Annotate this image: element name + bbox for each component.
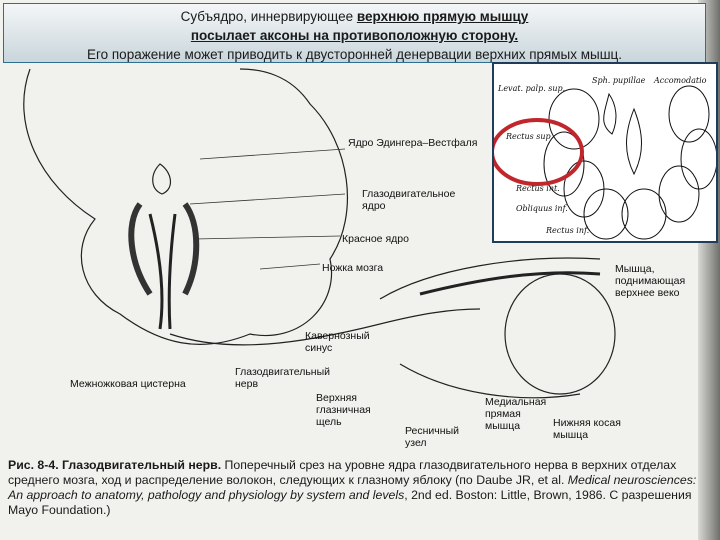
- label-oculomotor-nucleus: Глазодвигательное ядро: [362, 188, 456, 212]
- caption-title: Рис. 8-4. Глазодвигательный нерв.: [8, 458, 222, 472]
- label-cerebral-peduncle: Ножка мозга: [322, 262, 384, 274]
- label-cavernous-sinus: Кавернозный синус: [305, 330, 370, 354]
- inset-label-accomodatio: Accomodatio: [654, 76, 707, 85]
- label-superior-orbital-fissure: Верхняя глазничная щель: [316, 392, 371, 428]
- header-text: Субъядро, иннервирующее: [180, 9, 357, 24]
- leader-lines: [190, 149, 345, 269]
- caption-book-title: Medical neurosciences: An approach to anatomy, pathology and physiology by system and levels: [8, 473, 697, 502]
- inset-label-rectus-int: Rectus int.: [516, 184, 560, 193]
- caption-text: Поперечный срез на уровне ядра глазодвигательного нерва в верхних отделах среднего мозга, ход и распределение волокон, следующих к глазному яблоку (по Daube JR, et al.: [8, 458, 677, 487]
- nucleus-inset: [492, 62, 718, 243]
- eyeball: [505, 274, 615, 394]
- slide-header: [3, 3, 706, 63]
- inset-label-rectus-sup: Rectus sup.: [506, 132, 554, 141]
- header-line-3: Его поражение может приводить к двусторонней денервации верхних прямых мышц.: [86, 47, 623, 62]
- inset-label-sphincter: Sph. pupillae: [592, 76, 646, 85]
- oculomotor-nucleus-right: [185, 204, 196, 294]
- figure-caption: [8, 458, 708, 518]
- oculomotor-nucleus-left: [131, 204, 150, 294]
- label-ciliary-ganglion: Ресничный узел: [405, 425, 459, 449]
- label-red-nucleus: Красное ядро: [342, 233, 409, 245]
- label-inferior-oblique: Нижняя косая мышца: [553, 417, 621, 441]
- aqueduct: [153, 164, 171, 194]
- highlight-circle: [494, 120, 582, 184]
- label-levator: Мышца, поднимающая верхнее веко: [615, 263, 686, 299]
- inset-label-rectus-inf: Rectus inf.: [546, 226, 590, 235]
- caption-text-end: , 2nd ed. Boston: Little, Brown, 1986. С разрешения Mayo Foundation.): [8, 488, 692, 517]
- label-interpeduncular-cistern: Межножковая цистерна: [70, 378, 186, 390]
- header-emphasis: верхнюю прямую мышцу: [356, 9, 529, 24]
- label-oculomotor-nerve: Глазодвигательный нерв: [235, 366, 331, 390]
- label-medial-rectus: Медиальная прямая мышца: [485, 396, 547, 432]
- header-emphasis-2: посылает аксоны на противоположную сторону.: [190, 28, 519, 43]
- inset-label-obliquus-inf: Obliquus inf.: [516, 204, 568, 213]
- nerve-fibres: [150, 214, 175, 329]
- label-edinger-nucleus: Ядро Эдингера–Вестфаля: [348, 137, 478, 149]
- inset-label-levator: Levat. palp. sup.: [498, 84, 566, 93]
